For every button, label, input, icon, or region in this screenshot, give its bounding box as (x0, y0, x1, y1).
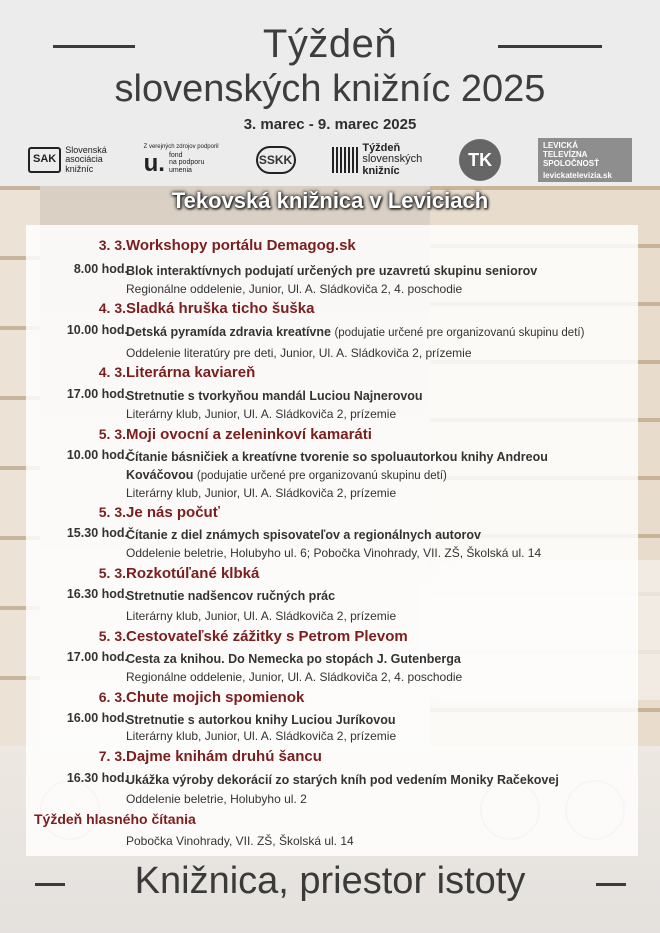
sak-mark: SAK (28, 147, 61, 173)
event-location: Literárny klub, Junior, Ul. A. Sládkoviča 2, prízemie (126, 486, 397, 500)
program-panel (26, 225, 638, 856)
lev-text: TELEVÍZNA (542, 150, 588, 159)
event-time: 16.30 hod. (66, 771, 128, 785)
event-location: Literárny klub, Junior, Ul. A. Sládkoviča 2, prízemie (126, 609, 397, 623)
event-title: Chute mojich spomienok (126, 689, 305, 706)
event-description (126, 448, 596, 485)
event-description (126, 323, 606, 342)
fpu-text: umenia (168, 166, 192, 174)
event-date: 7. 3. (98, 748, 126, 764)
sskk-logo: SSKK (256, 146, 296, 174)
event-date: 4. 3. (98, 300, 126, 316)
library-banner: Tekovská knižnica v Leviciach (171, 188, 489, 213)
lev-text: SPOLOČNOSŤ (542, 159, 599, 168)
event-note: (podujatie určené pre organizovanú skupinu detí) (334, 327, 585, 339)
event-location: Literárny klub, Junior, Ul. A. Sládkoviča 2, prízemie (126, 729, 397, 743)
event-time: 10.00 hod. (66, 448, 128, 462)
event-location: Oddelenie beletrie, Holubyho ul. 6; Pobočka Vinohrady, VII. ZŠ, Školská ul. 14 (126, 546, 542, 560)
event-time: 16.00 hod. (66, 711, 128, 725)
event-time: 15.30 hod. (66, 526, 128, 540)
special-event-location: Pobočka Vinohrady, VII. ZŠ, Školská ul. 14 (126, 834, 354, 848)
event-date: 5. 3. (98, 504, 126, 520)
event-time: 16.30 hod. (66, 587, 128, 601)
lev-url: levickatelevizia.sk (542, 171, 612, 180)
event-date: 6. 3. (98, 689, 126, 705)
sak-text: asociácia (65, 154, 103, 165)
event-location: Oddelenie literatúry pre deti, Junior, Ul. A. Sládkoviča 2, prízemie (126, 346, 472, 360)
sak-text: Slovenská (65, 144, 107, 155)
event-location: Literárny klub, Junior, Ul. A. Sládkoviča 2, prízemie (126, 407, 397, 421)
footer-slogan: Knižnica, priestor istoty (134, 860, 526, 902)
poster-title-line1: Týždeň (262, 22, 398, 66)
event-title: Cestovateľské zážitky s Petrom Plevom (126, 628, 408, 645)
event-description: Stretnutie s tvorkyňou mandál Luciou Najnerovou (126, 389, 423, 403)
event-description: Blok interaktívnych podujatí určených pre uzavretú skupinu seniorov (126, 264, 538, 278)
poster-header (0, 0, 660, 186)
event-title: Sladká hruška ticho šuška (126, 300, 315, 317)
event-note: (podujatie určené pre organizovanú skupinu detí) (196, 470, 447, 482)
event-time: 8.00 hod. (73, 262, 128, 276)
event-description-text: Čítanie básničiek a kreatívne tvorenie so spoluautorkou knihy Andreou Kováčovou (126, 450, 548, 482)
books-icon (332, 147, 358, 173)
fpu-text: na podporu (168, 159, 205, 167)
event-description: Ukážka výroby dekorácií zo starých kníh pod vedením Moniky Račekovej (126, 773, 559, 787)
poster-title-line2: slovenských knižníc 2025 (114, 68, 546, 110)
levicka-televizna-logo (538, 138, 632, 182)
fpu-logo (144, 144, 219, 175)
special-event-title: Týždeň hlasného čítania (34, 811, 196, 827)
event-description-text: Detská pyramída zdravia kreatívne (126, 325, 331, 339)
event-location: Regionálne oddelenie, Junior, Ul. A. Sládkoviča 2, 4. poschodie (126, 282, 463, 296)
sak-text: knižníc (65, 163, 94, 174)
event-description: Stretnutie nadšencov ručných prác (126, 589, 336, 603)
event-time: 17.00 hod. (66, 650, 128, 664)
sak-logo (28, 146, 107, 174)
event-location: Regionálne oddelenie, Junior, Ul. A. Sládkoviča 2, 4. poschodie (126, 670, 463, 684)
tsk-logo (332, 143, 422, 178)
event-date: 5. 3. (98, 565, 126, 581)
event-date: 3. 3. (98, 237, 126, 253)
lev-text: LEVICKÁ (542, 141, 579, 150)
fpu-text: fond (168, 152, 183, 160)
event-title: Dajme knihám druhú šancu (126, 748, 322, 765)
event-description: Cesta za knihou. Do Nemecka po stopách J. Gutenberga (126, 652, 461, 666)
event-date: 4. 3. (98, 364, 126, 380)
event-date: 5. 3. (98, 628, 126, 644)
event-title: Rozkotúľané klbká (126, 565, 260, 582)
event-location: Oddelenie beletrie, Holubyho ul. 2 (126, 792, 307, 806)
tsk-text: knižníc (362, 164, 400, 177)
event-date: 5. 3. (98, 426, 126, 442)
fpu-caption: Z verejných zdrojov podporil (143, 144, 219, 151)
event-title: Je nás počuť (126, 504, 220, 521)
event-description: Čítanie z diel známych spisovateľov a regionálnych autorov (126, 528, 481, 542)
partner-logos (28, 138, 632, 182)
event-description: Stretnutie s autorkou knihy Luciou Juríkovou (126, 713, 396, 727)
event-time: 10.00 hod. (66, 323, 128, 337)
event-title: Literárna kaviareň (126, 364, 256, 381)
event-time: 17.00 hod. (66, 387, 128, 401)
fpu-mark: u. (143, 149, 165, 177)
event-title: Moji ovocní a zeleninkoví kamaráti (126, 426, 372, 443)
event-title: Workshopy portálu Demagog.sk (126, 237, 356, 254)
poster-dates: 3. marec - 9. marec 2025 (243, 116, 417, 133)
tekovska-kniznica-badge: TK (459, 139, 501, 181)
tsk-text: slovenských (362, 153, 423, 166)
tsk-text: Týždeň (362, 141, 401, 154)
